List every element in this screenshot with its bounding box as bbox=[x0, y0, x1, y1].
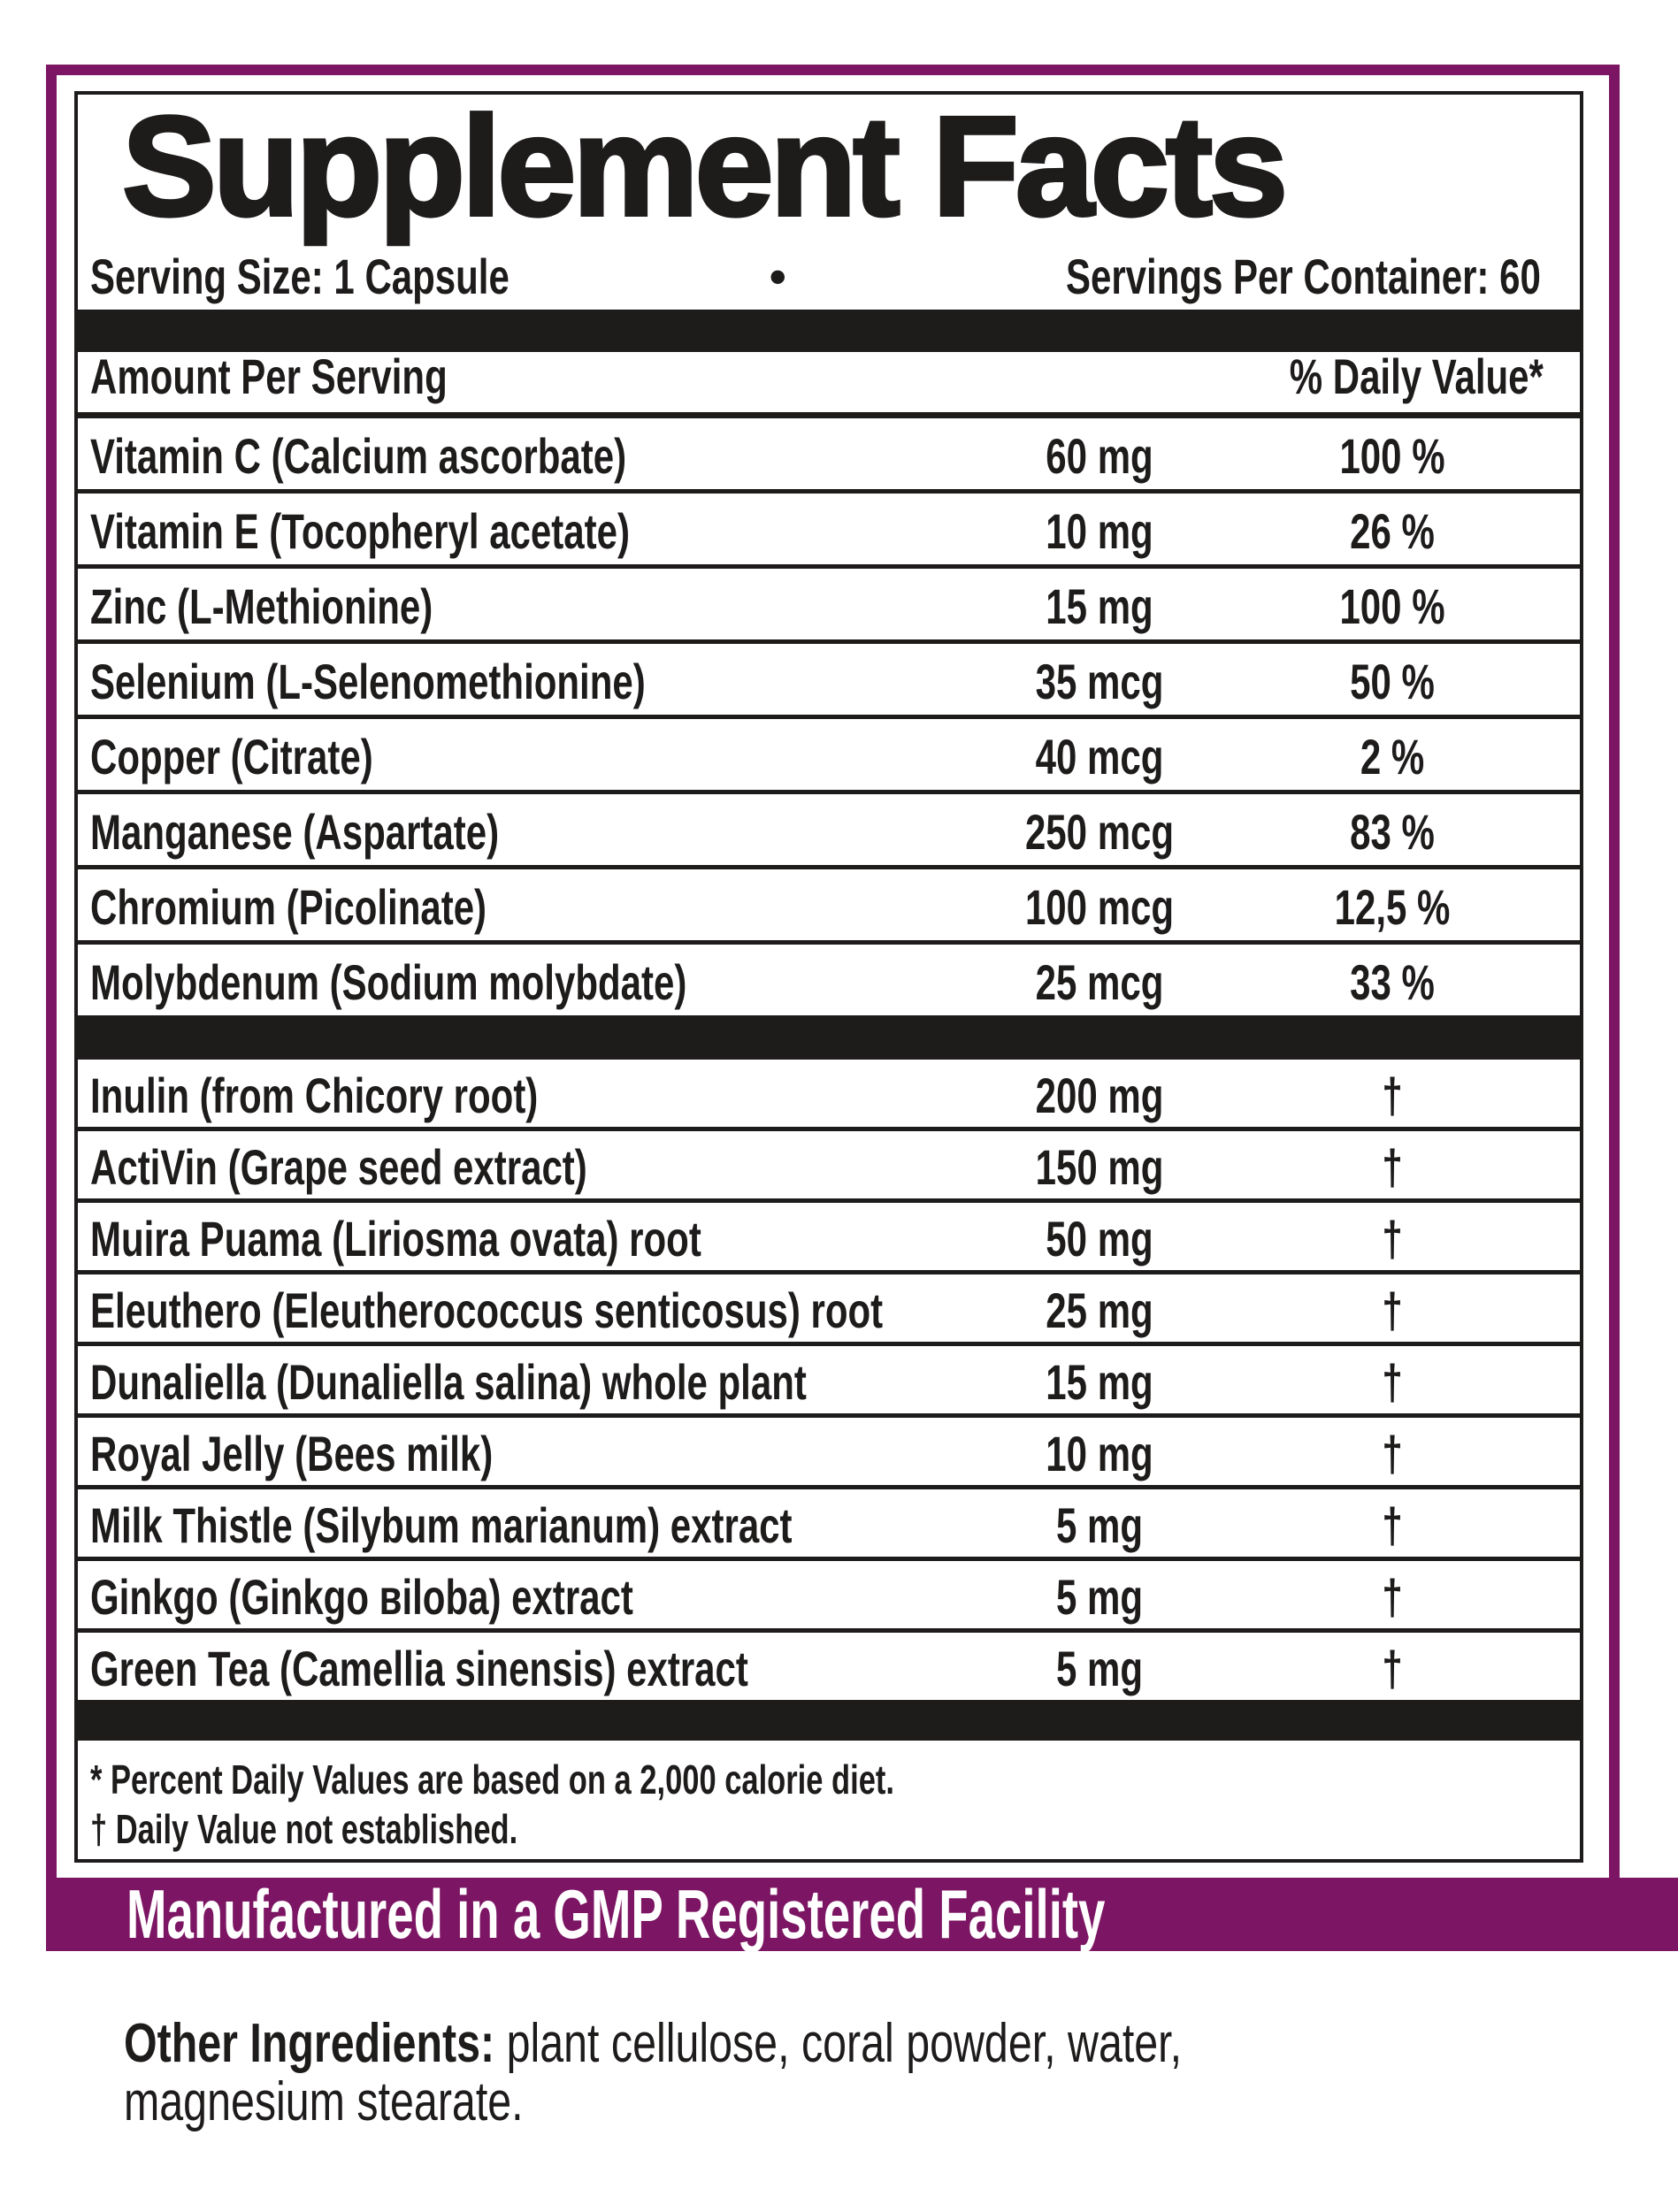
table-row bbox=[78, 719, 1580, 794]
thick-divider-bar-top bbox=[78, 310, 1580, 352]
ingredient-daily-value: 100 % bbox=[1339, 578, 1445, 634]
gmp-banner-text: Manufactured in a GMP Registered Facility bbox=[126, 1875, 1106, 1953]
table-row bbox=[78, 1561, 1580, 1633]
panel-title-area bbox=[78, 87, 1580, 245]
ingredient-name: Royal Jelly (Bees milk) bbox=[90, 1425, 494, 1481]
other-ingredients bbox=[124, 2015, 1480, 2132]
other-ingredients-line2: magnesium stearate. bbox=[124, 2071, 524, 2132]
serving-row bbox=[78, 242, 1580, 310]
ingredient-name: Muira Puama (Liriosma ovata) root bbox=[90, 1210, 701, 1267]
table-row bbox=[78, 869, 1580, 945]
table-row bbox=[78, 644, 1580, 719]
ingredient-amount: 150 mg bbox=[1035, 1138, 1163, 1195]
ingredient-amount: 5 mg bbox=[1055, 1640, 1143, 1696]
ingredient-dagger: † bbox=[1382, 1067, 1403, 1123]
ingredient-amount: 10 mg bbox=[1045, 502, 1153, 559]
table-row bbox=[78, 1346, 1580, 1418]
ingredient-dagger: † bbox=[1382, 1282, 1403, 1338]
ingredient-name: Vitamin E (Tocopheryl acetate) bbox=[90, 502, 630, 559]
botanicals-table bbox=[78, 1060, 1580, 1700]
amount-per-serving-header: Amount Per Serving bbox=[90, 348, 448, 404]
ingredient-amount: 35 mcg bbox=[1035, 653, 1163, 709]
ingredient-dagger: † bbox=[1382, 1640, 1403, 1696]
label-white-area bbox=[57, 75, 1609, 1878]
ingredient-amount: 5 mg bbox=[1055, 1568, 1143, 1625]
ingredient-dagger: † bbox=[1382, 1138, 1403, 1195]
ingredient-name: Manganese (Aspartate) bbox=[90, 803, 500, 860]
ingredient-dagger: † bbox=[1382, 1425, 1403, 1481]
footnote-daily-values: * Percent Daily Values are based on a 2,000 calorie diet. bbox=[90, 1757, 894, 1803]
footnotes bbox=[78, 1741, 1580, 1854]
servings-per-container-label: Servings Per Container: 60 bbox=[1066, 248, 1541, 304]
other-ingredients-label: Other Ingredients: bbox=[124, 2013, 495, 2074]
column-header-row bbox=[78, 348, 1580, 418]
ingredient-amount: 25 mcg bbox=[1035, 953, 1163, 1010]
ingredient-name: Ginkgo (Ginkgo вiloba) extract bbox=[90, 1568, 633, 1625]
separator-bullet-icon: ● bbox=[768, 256, 788, 294]
table-row bbox=[78, 569, 1580, 644]
daily-value-header: % Daily Value* bbox=[1289, 348, 1544, 404]
table-row bbox=[78, 794, 1580, 869]
ingredient-amount: 25 mg bbox=[1045, 1282, 1153, 1338]
ingredient-daily-value: 12,5 % bbox=[1334, 878, 1451, 935]
ingredient-name: Eleuthero (Eleutherococcus senticosus) root bbox=[90, 1282, 884, 1338]
supplement-facts-panel bbox=[74, 87, 1583, 1863]
page-title: Supplement Facts bbox=[122, 87, 1285, 245]
ingredient-daily-value: 50 % bbox=[1349, 653, 1435, 709]
ingredient-name: Chromium (Picolinate) bbox=[90, 878, 487, 935]
ingredient-amount: 5 mg bbox=[1055, 1496, 1143, 1553]
table-row bbox=[78, 1060, 1580, 1131]
ingredient-amount: 100 mcg bbox=[1024, 878, 1174, 935]
ingredient-name: Dunaliella (Dunaliella salina) whole plant bbox=[90, 1353, 807, 1410]
ingredient-name: Green Tea (Camellia sinensis) extract bbox=[90, 1640, 748, 1696]
ingredient-dagger: † bbox=[1382, 1496, 1403, 1553]
ingredient-name: Molybdenum (Sodium molybdate) bbox=[90, 953, 687, 1010]
ingredient-dagger: † bbox=[1382, 1568, 1403, 1625]
ingredient-dagger: † bbox=[1382, 1210, 1403, 1267]
ingredient-amount: 200 mg bbox=[1035, 1067, 1163, 1123]
ingredient-amount: 250 mcg bbox=[1024, 803, 1174, 860]
table-row bbox=[78, 945, 1580, 1015]
thick-divider-bar-middle bbox=[78, 1015, 1580, 1060]
ingredient-amount: 50 mg bbox=[1045, 1210, 1153, 1267]
minerals-table bbox=[78, 418, 1580, 1015]
ingredient-name: Zinc (L-Methionine) bbox=[90, 578, 433, 634]
table-row bbox=[78, 1633, 1580, 1700]
table-row bbox=[78, 494, 1580, 569]
ingredient-daily-value: 83 % bbox=[1349, 803, 1435, 860]
ingredient-name: ActiVin (Grape seed extract) bbox=[90, 1138, 587, 1195]
ingredient-name: Vitamin C (Calcium ascorbate) bbox=[90, 427, 627, 484]
ingredient-dagger: † bbox=[1382, 1353, 1403, 1410]
ingredient-amount: 15 mg bbox=[1045, 1353, 1153, 1410]
other-ingredients-line1: plant cellulose, coral powder, water, bbox=[494, 2013, 1183, 2074]
ingredient-name: Milk Thistle (Silybum marianum) extract bbox=[90, 1496, 793, 1553]
ingredient-amount: 15 mg bbox=[1045, 578, 1153, 634]
gmp-banner bbox=[57, 1875, 1678, 1953]
ingredient-amount: 10 mg bbox=[1045, 1425, 1153, 1481]
ingredient-daily-value: 26 % bbox=[1349, 502, 1435, 559]
ingredient-daily-value: 100 % bbox=[1339, 427, 1445, 484]
thick-divider-bar-bottom bbox=[78, 1700, 1580, 1741]
serving-size-label: Serving Size: 1 Capsule bbox=[90, 248, 510, 304]
table-row bbox=[78, 418, 1580, 494]
table-row bbox=[78, 1274, 1580, 1346]
table-row bbox=[78, 1418, 1580, 1489]
label-purple-frame bbox=[46, 65, 1620, 1951]
ingredient-amount: 60 mg bbox=[1045, 427, 1153, 484]
ingredient-name: Copper (Citrate) bbox=[90, 728, 373, 785]
table-row bbox=[78, 1131, 1580, 1203]
ingredient-amount: 40 mcg bbox=[1035, 728, 1163, 785]
ingredient-name: Inulin (from Chicory root) bbox=[90, 1067, 539, 1123]
footnote-dagger: † Daily Value not established. bbox=[90, 1806, 518, 1852]
ingredient-name: Selenium (L-Selenomethionine) bbox=[90, 653, 646, 709]
table-row bbox=[78, 1203, 1580, 1274]
ingredient-daily-value: 2 % bbox=[1360, 728, 1424, 785]
ingredient-daily-value: 33 % bbox=[1349, 953, 1435, 1010]
table-row bbox=[78, 1489, 1580, 1561]
